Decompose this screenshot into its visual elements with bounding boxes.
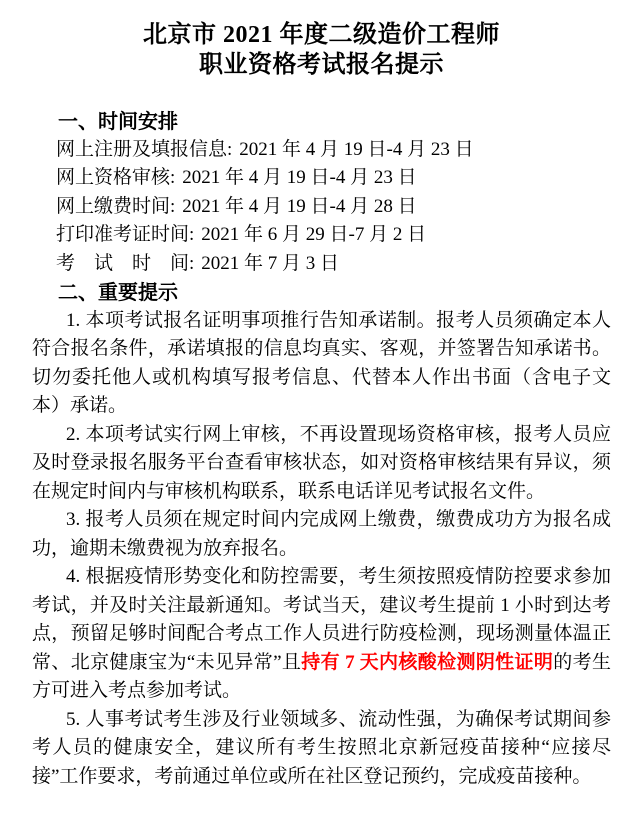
schedule-value: 2021 年 6 月 29 日-7 月 2 日 [201,224,427,245]
notice-paragraph-2 [32,421,611,507]
schedule-list [32,136,611,279]
notice-paragraph-4 [32,563,611,706]
schedule-label: 考 试 时 间: [56,252,195,274]
schedule-label: 打印准考证时间: [56,224,195,245]
section-1-heading: 一、时间安排 [58,109,178,133]
title-line-2: 职业资格考试报名提示 [199,52,444,78]
schedule-value: 2021 年 7 月 3 日 [201,252,340,274]
paragraph-text: 1. 本项考试报名证明事项推行告知承诺制。报考人员须确定本人符合报名条件，承诺填报的信息均真实、客观，并签署告知承诺书。切勿委托他人或机构填写报考信息、代替本人作出书面（含电子文本）承诺。 [32,309,611,416]
document-title [32,20,611,80]
schedule-value: 2021 年 4 月 19 日-4 月 28 日 [182,195,417,217]
paragraph-text: 2. 本项考试实行网上审核，不再设置现场资格审核，报考人员应及时登录报名服务平台查看审核状态，如对资格审核结果有异议，须在规定时间内与审核机构联系，联系电话详见考试报名文件。 [32,423,611,502]
schedule-label: 网上资格审核: [56,167,176,188]
section-important-notice [32,278,611,791]
schedule-row-qualification-review [32,164,611,193]
paragraph-text: 5. 人事考试考生涉及行业领域多、流动性强，为确保考试期间参考人员的健康安全，建议所有考生按照北京新冠疫苗接种“应接尽接”工作要求，考前通过单位或所在社区登记预约，完成疫苗接种。 [32,708,611,787]
schedule-label: 网上缴费时间: [56,195,176,217]
covid-test-highlight: 持有 7 天内核酸检测阴性证明 [301,651,554,673]
notice-paragraph-5 [32,706,611,792]
notice-paragraph-3 [32,506,611,563]
schedule-value: 2021 年 4 月 19 日-4 月 23 日 [182,167,417,188]
schedule-row-exam-date [32,250,611,279]
schedule-row-registration [32,136,611,165]
section-time-arrangement [32,107,611,278]
paragraph-text: 4. 根据疫情形势变化和防控需要，考生须按照疫情防控要求参加考试，并及时关注最新通知。考试当天，建议考生提前 1 小时到达考点，预留足够时间配合考点工作人员进行防疫检测，现场测量体温正常、北京健康宝为“未见异常”且 [32,566,611,673]
schedule-row-admission-ticket [32,221,611,250]
paragraph-text: 3. 报考人员须在规定时间内完成网上缴费，缴费成功方为报名成功，逾期未缴费视为放弃报名。 [32,509,611,559]
schedule-value: 2021 年 4 月 19 日-4 月 23 日 [239,138,474,160]
schedule-label: 网上注册及填报信息: [56,138,233,160]
paragraph-text: 的考生方可进入考点参加考试。 [32,651,611,701]
title-line-1: 北京市 2021 年度二级造价工程师 [143,22,500,48]
section-2-heading: 二、重要提示 [58,280,178,304]
schedule-row-payment [32,193,611,222]
notice-paragraph-1 [32,307,611,421]
